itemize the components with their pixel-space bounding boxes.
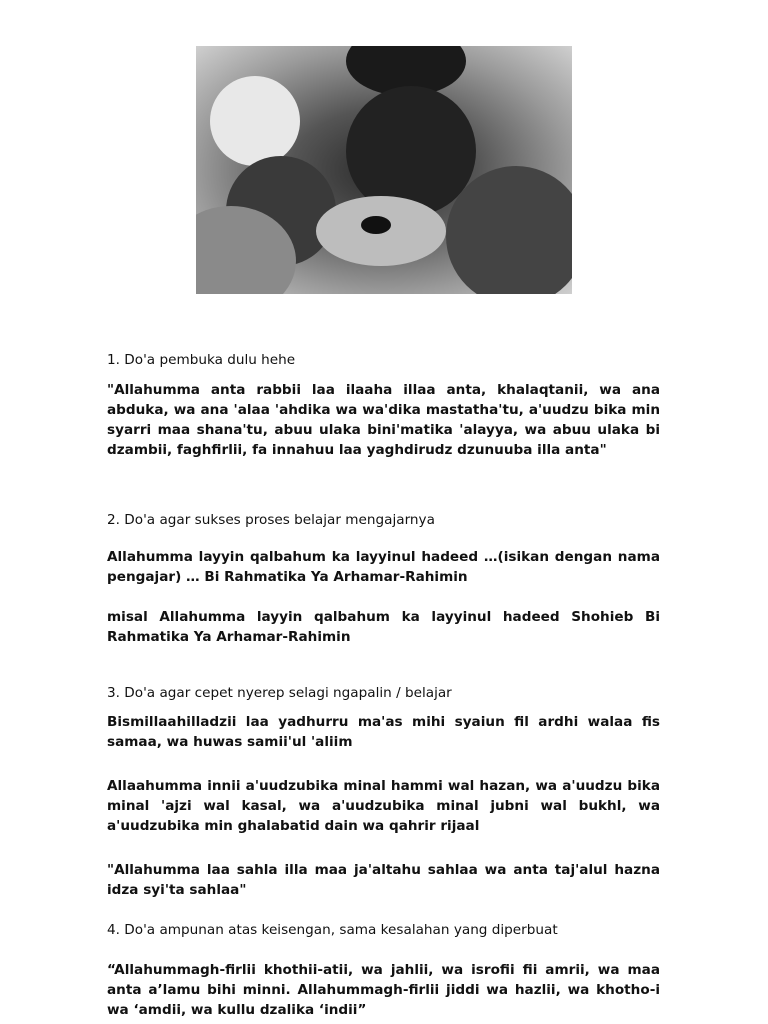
section-3-heading: 3. Do'a agar cepet nyerep selagi ngapalin / belajar xyxy=(107,685,452,701)
photo-children-praying-hands xyxy=(196,46,572,294)
hands-center xyxy=(361,216,391,234)
section-2-heading: 2. Do'a agar sukses proses belajar mengajarnya xyxy=(107,512,435,528)
section-3-prayer-2: Allaahumma innii a'uudzubika minal hammi wal hazan, wa a'uudzu bika minal 'ajzi wal kasal, wa a'uudzubika minal jubni wal bukhl, wa a'uudzubika min ghalabatid dain wa qahrir rijaal xyxy=(107,778,660,834)
section-4-prayer: “Allahummagh-firlii khothii-atii, wa jahlii, wa isrofii fii amrii, wa maa anta a’lamu bihi minni. Allahummagh-firlii jiddi wa hazlii, wa khotho-i wa ‘amdii, wa kullu dzalika ‘indii” xyxy=(107,962,660,1018)
section-3-prayer-3: "Allahumma laa sahla illa maa ja'altahu sahlaa wa anta taj'alul hazna idza syi'ta sahlaa" xyxy=(107,862,660,898)
section-3-prayer-1: Bismillaahilladzii laa yadhurru ma'as mihi syaiun fil ardhi walaa fis samaa, wa huwas samii'ul 'aliim xyxy=(107,714,660,750)
white-cap xyxy=(210,76,300,166)
section-4-heading: 4. Do'a ampunan atas keisengan, sama kesalahan yang diperbuat xyxy=(107,922,558,938)
section-1-heading: 1. Do'a pembuka dulu hehe xyxy=(107,352,296,368)
section-2-prayer: Allahumma layyin qalbahum ka layyinul hadeed …(isikan dengan nama pengajar) … Bi Rahmatika Ya Arhamar-Rahimin xyxy=(107,549,660,585)
section-2-example: misal Allahumma layyin qalbahum ka layyinul hadeed Shohieb Bi Rahmatika Ya Arhamar-Rahimin xyxy=(107,609,660,645)
section-1-prayer: "Allahumma anta rabbii laa ilaaha illaa anta, khalaqtanii, wa ana abduka, wa ana 'alaa 'ahdika wa wa'dika mastatha'tu, a'uudzu bika min syarri maa shana'tu, abuu ulaka bini'matika 'alayya, wa abuu ulaka bi dzambii, faghfirlii, fa innahuu laa yaghdirudz dzunuuba illa anta" xyxy=(107,382,660,458)
